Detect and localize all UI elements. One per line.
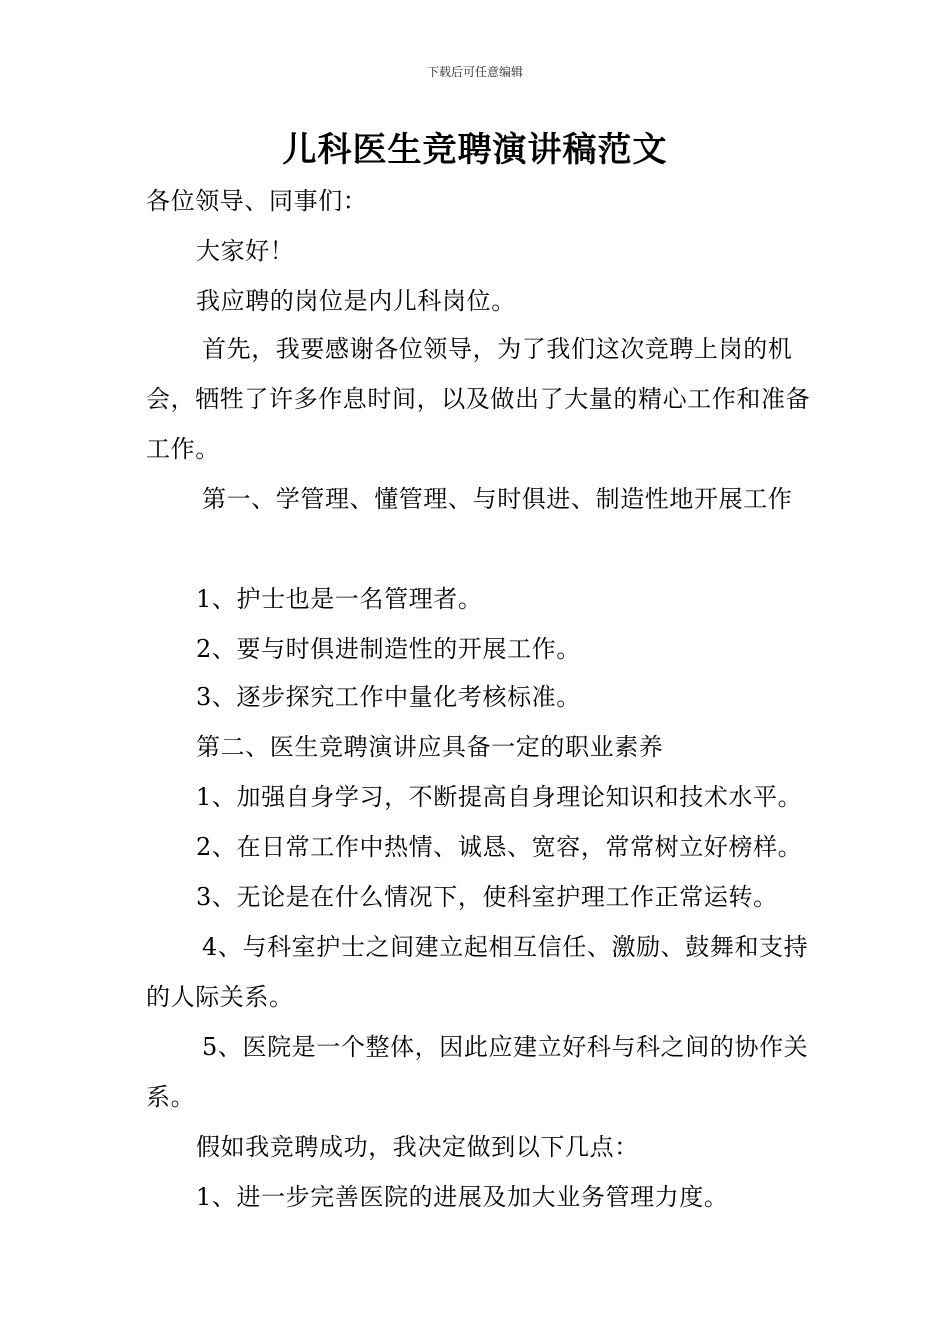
list-item: 3、无论是在什么情况下，使科室护理工作正常运转。: [196, 883, 778, 911]
section-heading: 第一、学管理、懂管理、与时俱进、制造性地开展工作: [202, 485, 793, 513]
list-item: 3、逐步探究工作中量化考核标准。: [196, 683, 581, 711]
paragraph: 首先，我要感谢各位领导，为了我们这次竞聘上岗的机会，牺牲了许多作息时间，以及做出了大量的精心工作和准备工作。: [146, 335, 811, 463]
paragraph: 我应聘的岗位是内儿科岗位。: [196, 287, 516, 315]
salutation: 各位领导、同事们：: [146, 187, 368, 215]
list-item: 5、医院是一个整体，因此应建立好科与科之间的协作关系。: [146, 1033, 809, 1111]
list-item: 4、与科室护士之间建立起相互信任、激励、鼓舞和支持的人际关系。: [146, 933, 809, 1011]
paragraph: 大家好！: [196, 237, 295, 265]
list-item: 1、护士也是一名管理者。: [196, 585, 483, 613]
list-item: 1、进一步完善医院的进展及加大业务管理力度。: [196, 1183, 729, 1211]
list-item: 2、在日常工作中热情、诚恳、宽容，常常树立好榜样。: [196, 833, 803, 861]
list-item: 1、加强自身学习，不断提高自身理论知识和技术水平。: [196, 783, 803, 811]
list-item: 2、要与时俱进制造性的开展工作。: [196, 635, 581, 663]
section-heading: 第二、医生竞聘演讲应具备一定的职业素养: [196, 733, 664, 761]
header-note: 下载后可任意编辑: [426, 65, 523, 79]
paragraph: 假如我竞聘成功，我决定做到以下几点：: [196, 1133, 639, 1161]
document-title: 儿科医生竞聘演讲稿范文: [282, 130, 668, 170]
